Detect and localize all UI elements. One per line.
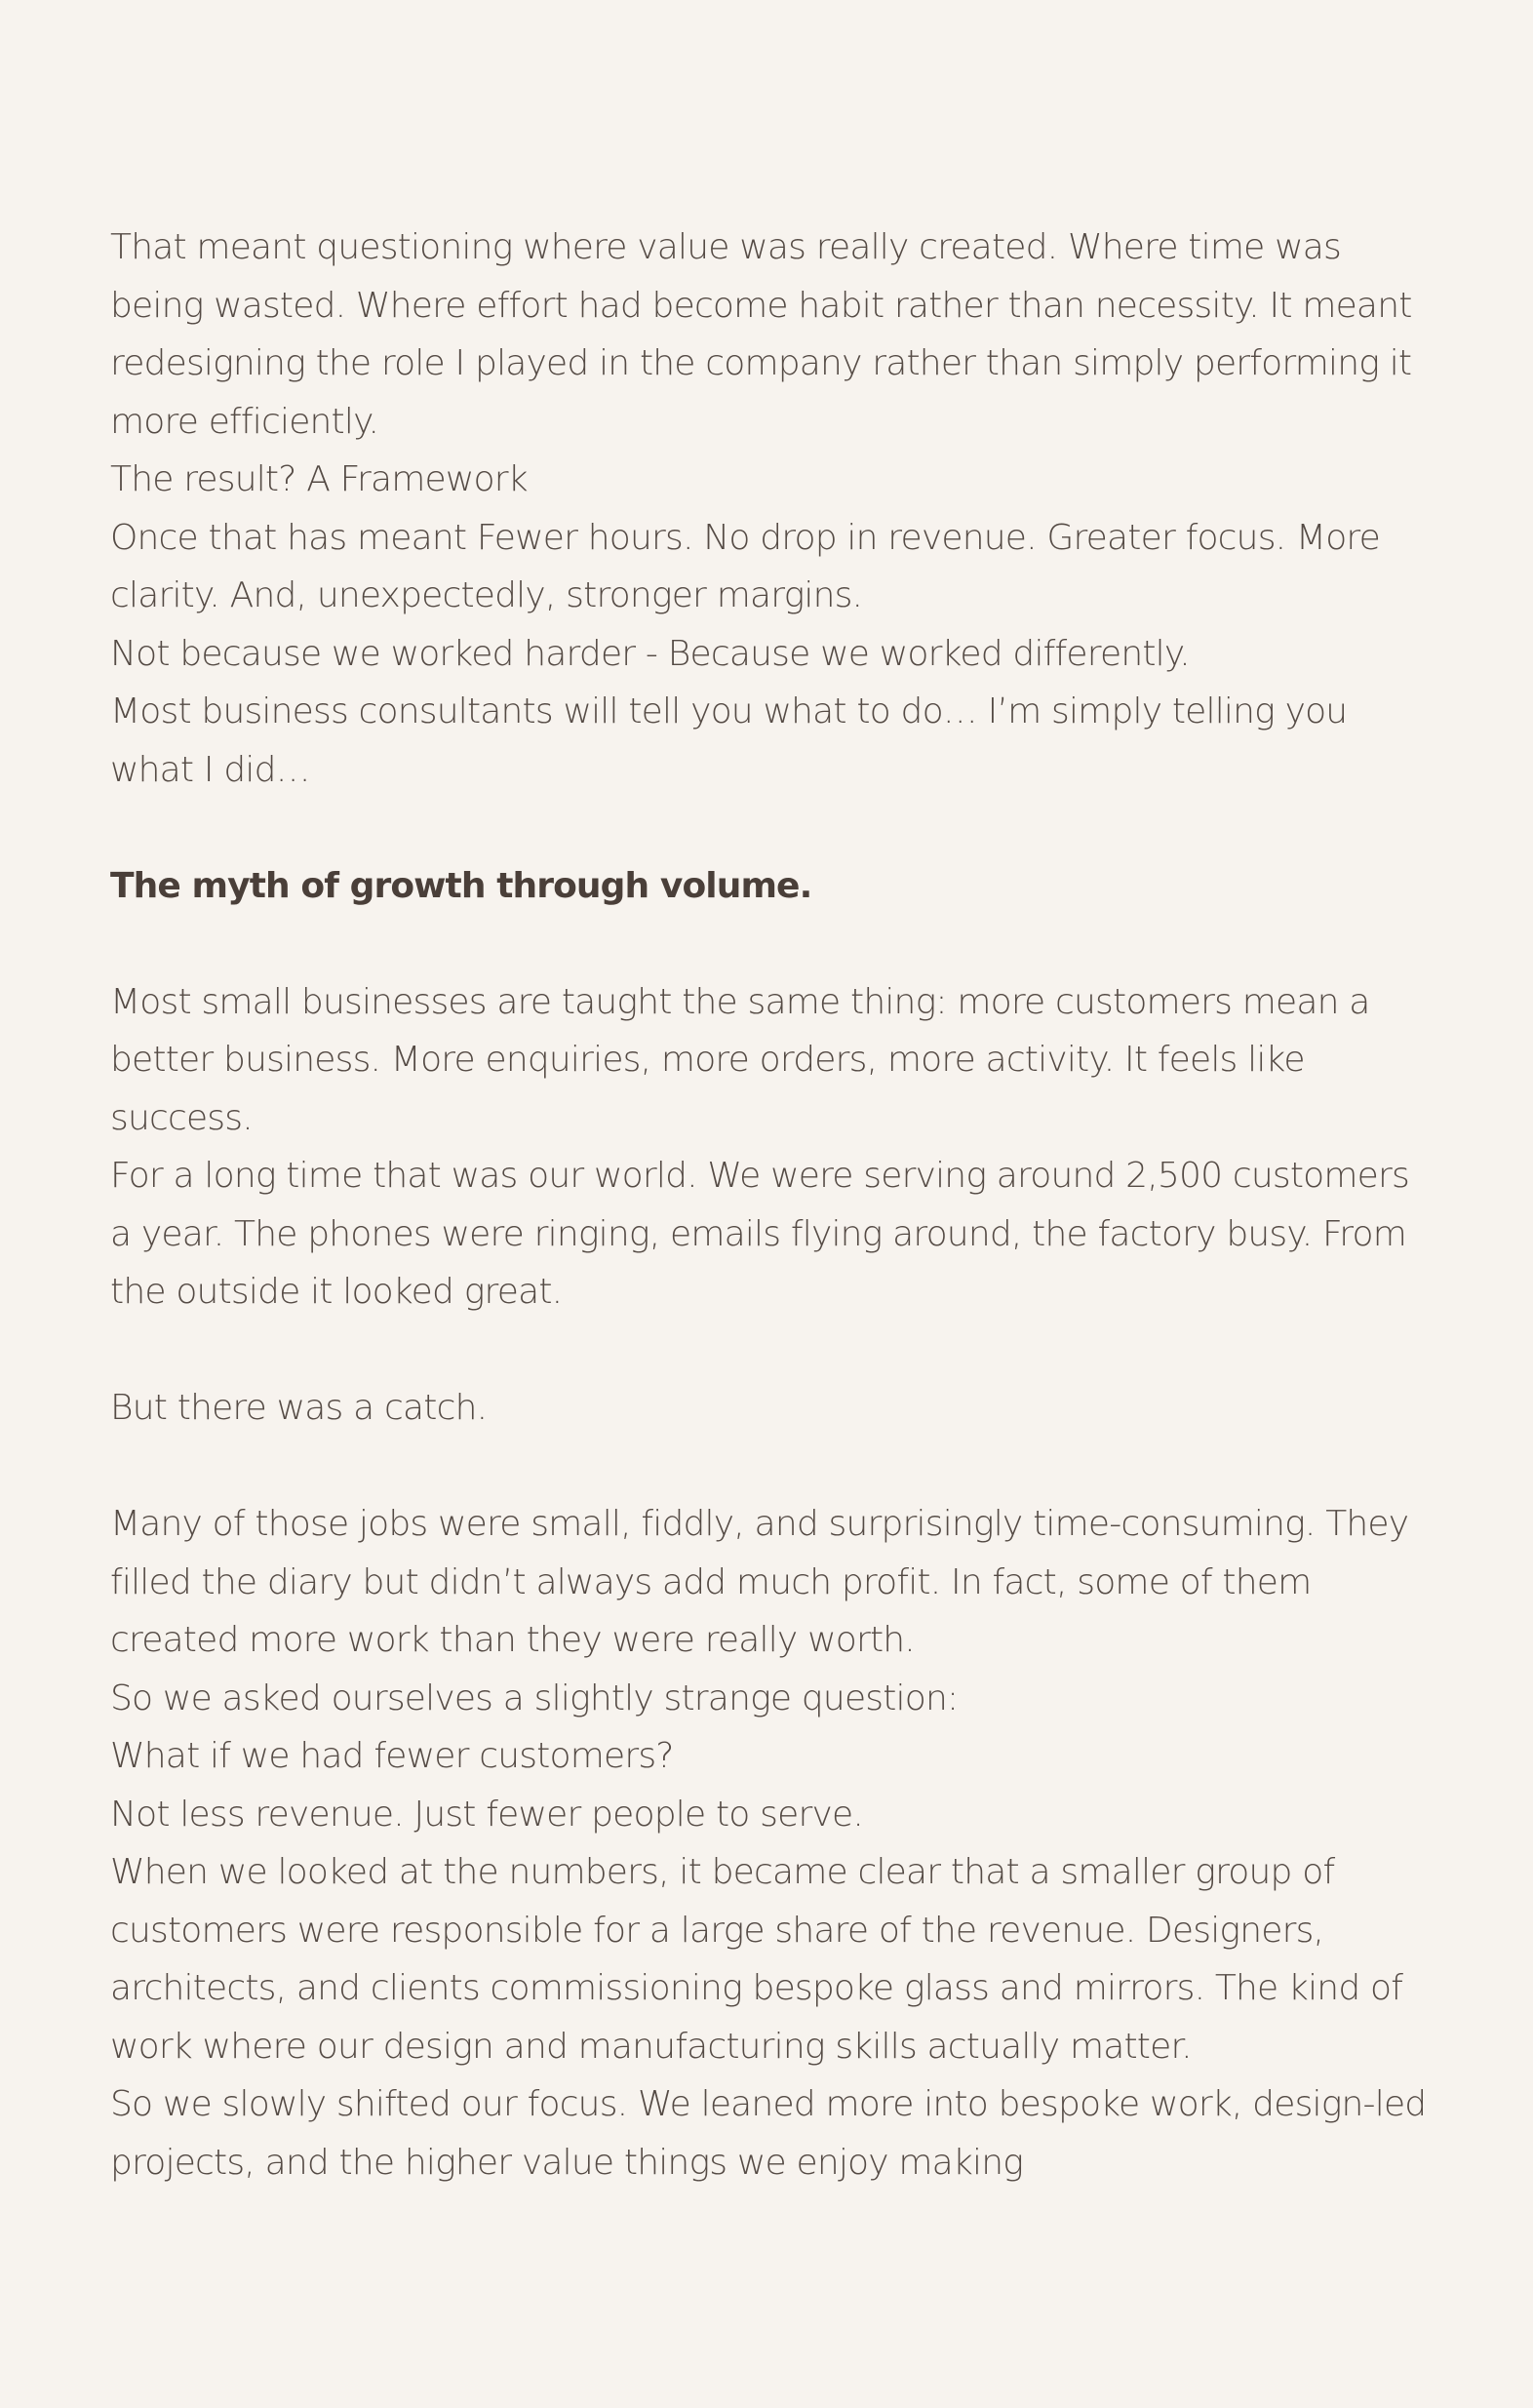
paragraph-numbers: When we looked at the numbers, it became clear that a smaller group of customers were responsible for a large share of the revenue. Designers, architects, and clients commissioning bespoke glass and mirrors. The kind of work where our design and manufacturing skills actually matter. [110, 1852, 1403, 2067]
paragraph-fiddly-jobs: Many of those jobs were small, fiddly, and surprisingly time-consuming. They filled the diary but didn’t always add much profit. In fact, some of them created more work than they were really worth. [110, 1504, 1409, 1660]
paragraph-fewer-customers: What if we had fewer customers? [110, 1736, 674, 1776]
section-heading: The myth of growth through volume. [110, 865, 812, 906]
paragraph-consultants: Most business consultants will tell you what to do… I’m simply telling you what I did… [110, 691, 1348, 790]
paragraph-spacer [110, 799, 1436, 857]
paragraph-fewer-hours: Once that has meant Fewer hours. No drop in revenue. Greater focus. More clarity. And, unexpectedly, stronger margins. [110, 517, 1380, 615]
paragraph-catch: But there was a catch. [110, 1388, 488, 1428]
paragraph-spacer [110, 1322, 1436, 1380]
paragraph-not-less-revenue: Not less revenue. Just fewer people to serve. [110, 1794, 863, 1835]
document-page [110, 218, 1436, 2191]
paragraph-small-businesses: Most small businesses are taught the same thing: more customers mean a better business. More enquiries, more orders, more activity. It feels like success. [110, 981, 1370, 1138]
paragraph-worked-differently: Not because we worked harder - Because we worked differently. [110, 633, 1190, 674]
paragraph-our-world: For a long time that was our world. We were serving around 2,500 customers a year. The phones were ringing, emails flying around, the factory busy. From the outside it looked great. [110, 1156, 1409, 1312]
paragraph-spacer [110, 1438, 1436, 1496]
paragraph-result: The result? A Framework [110, 459, 528, 499]
paragraph-strange-question: So we asked ourselves a slightly strange question: [110, 1678, 959, 1718]
paragraph-spacer [110, 915, 1436, 973]
paragraph-value-questioning: That meant questioning where value was really created. Where time was being wasted. Where effort had become habit rather than necessity. It meant redesigning the role I played in the company rather than simply performing it more efficiently. [110, 227, 1412, 442]
paragraph-shifted-focus: So we slowly shifted our focus. We leaned more into bespoke work, design-led projects, and the higher value things we enjoy making [110, 2084, 1427, 2183]
